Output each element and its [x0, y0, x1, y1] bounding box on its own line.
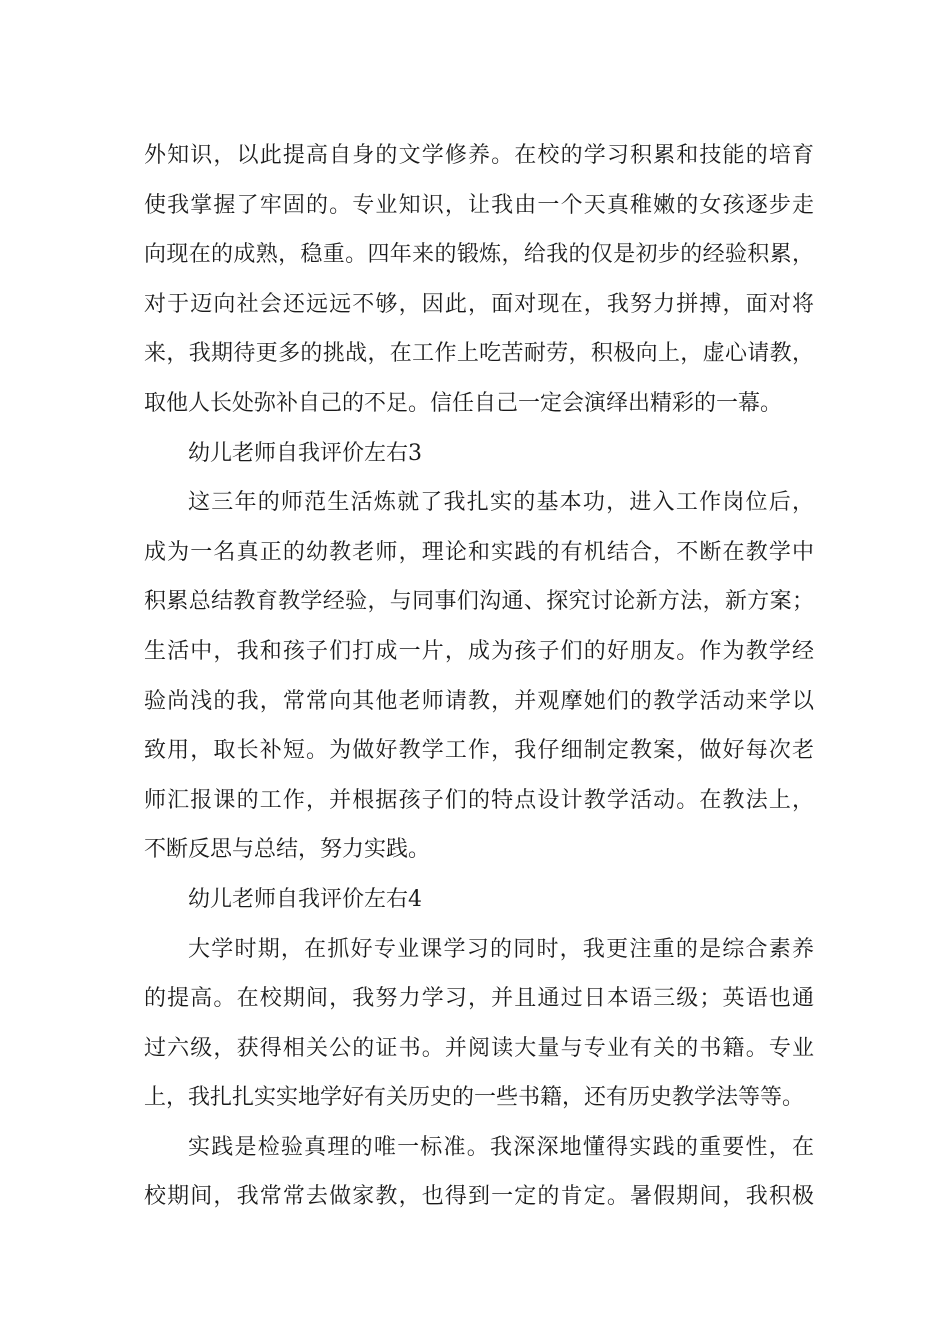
document-body: [144, 131, 814, 1222]
section-heading-4: 幼儿老师自我评价左右4: [188, 886, 422, 912]
text-line: 使我掌握了牢固的。专业知识，让我由一个天真稚嫩的女孩逐步走: [144, 192, 814, 218]
text-line: 校期间，我常常去做家教，也得到一定的肯定。暑假期间，我积极: [144, 1184, 814, 1210]
text-line: 向现在的成熟，稳重。四年来的锻炼，给我的仅是初步的经验积累，: [144, 242, 814, 268]
text-line: 成为一名真正的幼教老师，理论和实践的有机结合，不断在教学中: [144, 539, 814, 565]
text-line: 外知识，以此提高自身的文学修养。在校的学习积累和技能的培育: [144, 143, 814, 168]
text-line: 过六级，获得相关公的证书。并阅读大量与专业有关的书籍。专业: [144, 1035, 814, 1061]
text-line: 积累总结教育教学经验，与同事们沟通、探究讨论新方法，新方案；: [144, 589, 814, 615]
text-line: 对于迈向社会还远远不够，因此，面对现在，我努力拼搏，面对将: [144, 291, 814, 317]
text-line: 来，我期待更多的挑战，在工作上吃苦耐劳，积极向上，虚心请教，: [144, 341, 814, 367]
text-line: 取他人长处弥补自己的不足。信任自己一定会演绎出精彩的一幕。: [144, 390, 783, 416]
text-line: 验尚浅的我，常常向其他老师请教，并观摩她们的教学活动来学以: [144, 688, 814, 714]
text-line: 不断反思与总结，努力实践。: [144, 837, 431, 863]
section-heading-3: 幼儿老师自我评价左右3: [188, 440, 422, 466]
text-line: 的提高。在校期间，我努力学习，并且通过日本语三级；英语也通: [144, 986, 814, 1012]
text-line: 师汇报课的工作，并根据孩子们的特点设计教学活动。在教法上，: [144, 787, 814, 813]
text-line: 上，我扎扎实实地学好有关历史的一些书籍，还有历史教学法等等。: [144, 1085, 805, 1111]
text-line: 生活中，我和孩子们打成一片，成为孩子们的好朋友。作为教学经: [144, 638, 814, 664]
text-line: 实践是检验真理的唯一标准。我深深地懂得实践的重要性，在: [188, 1134, 814, 1160]
text-line: 致用，取长补短。为做好教学工作，我仔细制定教案，做好每次老: [144, 738, 814, 764]
text-line: 这三年的师范生活炼就了我扎实的基本功，进入工作岗位后，: [188, 490, 814, 516]
text-line: 大学时期，在抓好专业课学习的同时，我更注重的是综合素养: [188, 936, 814, 962]
